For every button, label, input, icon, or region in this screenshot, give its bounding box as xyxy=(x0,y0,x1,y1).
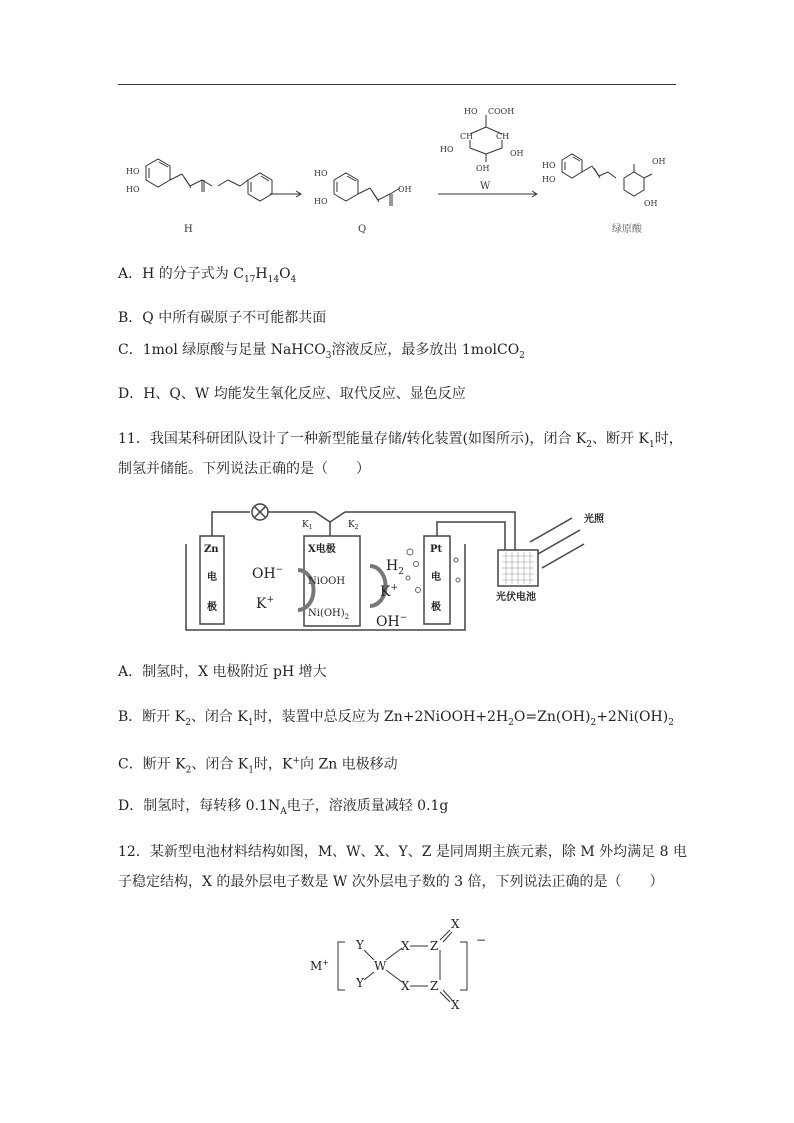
w-ch2-left: CH xyxy=(460,132,474,141)
x-nioh2: $Ni(OH)_2$ xyxy=(308,608,350,621)
k-right: K+ xyxy=(380,583,399,600)
struct-y-bottom: Y xyxy=(356,976,364,990)
h-ho-2: HO xyxy=(126,185,140,194)
struct-x-bottom-right: X xyxy=(451,998,460,1012)
q10-option-c: C．1mol 绿原酸与足量 NaHCO$_3$溶液反应，最多放出 1molCO$_2$ xyxy=(118,342,525,361)
struct-w: W xyxy=(374,959,387,973)
x-label: X电极 xyxy=(308,544,336,555)
k-left: K+ xyxy=(256,595,275,612)
bubble-5 xyxy=(454,558,458,562)
q10-option-d: D．H、Q、W 均能发生氧化反应、取代反应、显色反应 xyxy=(118,386,466,402)
zn-char1: 电 xyxy=(207,572,217,583)
struct-m: M+ xyxy=(310,958,329,973)
bubble-1 xyxy=(407,549,413,555)
label-h: H xyxy=(184,224,193,235)
molecule-product xyxy=(562,154,652,196)
pv-label: 光伏电池 xyxy=(496,592,536,603)
q12-structure xyxy=(300,910,500,1015)
q12-stem-line2: 子稳定结构，X 的最外层电子数是 W 次外层电子数的 3 倍，下列说法正确的是（ ） xyxy=(118,874,664,890)
wire-zn xyxy=(212,512,250,536)
w-oh-bottom: OH xyxy=(476,164,490,173)
molecule-h xyxy=(146,159,272,201)
q11-option-d: D．制氢时，每转移 $0.1N_A$电子，溶液质量减轻 0.1g xyxy=(118,798,449,817)
q12-stem-line1: 12．某新型电池材料结构如图，M、W、X、Y、Z 是同周期主族元素，除 M 外均满足 8 电 xyxy=(118,844,687,860)
struct-charge: − xyxy=(476,933,487,947)
wire-k2 xyxy=(330,512,345,522)
q10-option-a: A．H 的分子式为 $C_{17}H_{14}O_4$ xyxy=(118,266,297,285)
reaction-scheme xyxy=(118,96,678,246)
bubble-3 xyxy=(406,576,410,580)
p-oh-2: OH xyxy=(644,199,658,208)
q11-option-b: B．断开 $K_2$、闭合 $K_1$时，装置中总反应为 $Zn+2NiOOH+2H_2O=Zn(OH)_2+2Ni(OH)_2$ xyxy=(118,709,674,728)
wire-k1 xyxy=(268,512,330,522)
q10-option-b: B．Q 中所有碳原子不可能都共面 xyxy=(118,310,327,326)
struct-x-top-left: X xyxy=(401,939,410,953)
zn-label: Zn xyxy=(204,544,219,555)
h-ho-1: HO xyxy=(126,167,140,176)
h2-label: $H_2$ xyxy=(386,558,404,577)
label-q: Q xyxy=(358,224,367,235)
label-w: W xyxy=(480,181,491,192)
electrolysis-diagram xyxy=(180,500,620,640)
bubble-6 xyxy=(456,578,460,582)
label-product: 绿原酸 xyxy=(612,224,642,235)
p-oh-1: OH xyxy=(652,157,666,166)
struct-x-top-right: X xyxy=(451,917,460,931)
oh-left: OH− xyxy=(252,565,284,582)
pt-label: Pt xyxy=(430,544,443,555)
bracket-left xyxy=(338,942,345,990)
w-ho-top: HO xyxy=(464,107,478,116)
header-rule xyxy=(118,84,676,85)
molecule-q xyxy=(334,173,400,206)
w-ch2-right: CH xyxy=(496,132,510,141)
q11-option-a: A．制氢时，X 电极附近 pH 增大 xyxy=(118,664,327,680)
w-ho-left: HO xyxy=(440,145,454,154)
x-niooh: NiOOH xyxy=(308,576,346,587)
q-oh: OH xyxy=(398,185,412,194)
p-ho: HO xyxy=(542,161,556,170)
struct-z-top: Z xyxy=(430,939,439,953)
q11-stem-line2: 制氢并储能。下列说法正确的是（ ） xyxy=(118,461,370,477)
bracket-right xyxy=(460,942,467,990)
struct-x-bottom-left: X xyxy=(401,979,410,993)
bubble-2 xyxy=(414,562,419,567)
struct-z-bottom: Z xyxy=(430,979,439,993)
zn-char2: 极 xyxy=(207,602,217,613)
pt-char1: 电 xyxy=(431,572,441,583)
q11-stem-line1: 11．我国某科研团队设计了一种新型能量存储/转化装置(如图所示)，闭合 $K_2$、断开 $K_1$时， xyxy=(118,431,683,450)
w-oh-right: OH xyxy=(510,149,524,158)
q-ho-2: HO xyxy=(314,197,328,206)
p-ho-2: HO xyxy=(542,175,556,184)
bubble-4 xyxy=(416,588,421,593)
k1-label: $K_1$ xyxy=(302,520,313,531)
light-label: 光照 xyxy=(584,514,604,525)
k2-label: $K_2$ xyxy=(348,520,359,531)
oh-right: OH− xyxy=(376,613,408,630)
struct-y-top: Y xyxy=(356,938,364,952)
w-cooh: COOH xyxy=(488,107,515,116)
pt-char2: 极 xyxy=(431,602,441,613)
q-ho-1: HO xyxy=(314,169,328,178)
q11-option-c: C．断开 $K_2$、闭合 $K_1$时，K+向 Zn 电极移动 xyxy=(118,756,398,776)
